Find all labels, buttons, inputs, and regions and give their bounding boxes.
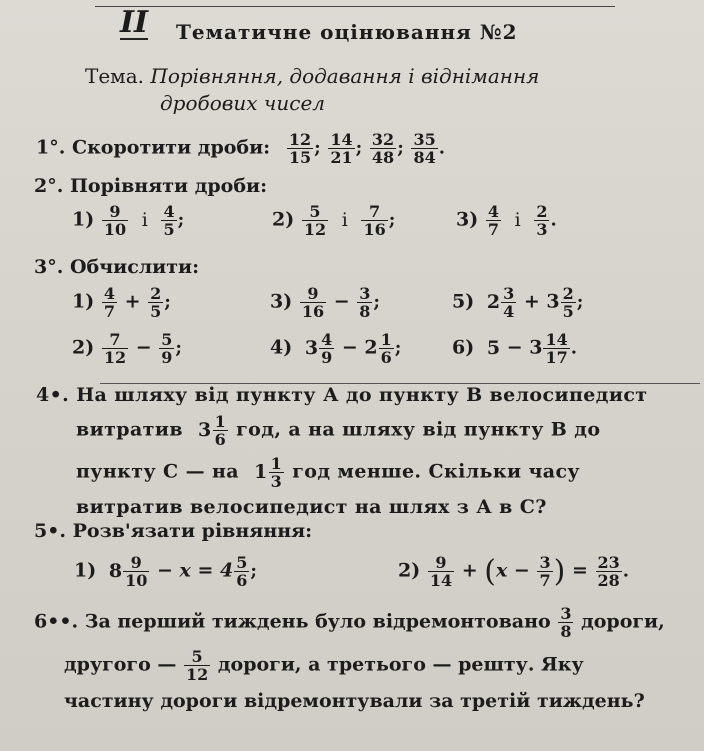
fraction: $\frac{32}{48}$ — [371, 130, 395, 167]
topic-text-2: дробових чисел — [160, 91, 326, 115]
task-5-item-2: 2) $\frac{9}{14}$ + (x − $\frac{3}{7}$ ) = $\frac{23}{28}$ . — [398, 553, 630, 590]
task-6-line-2: другого — $\frac{5}{12}$ дороги, а третього — решту. Яку — [64, 647, 584, 684]
task-5-item-1: 1) 8 $\frac{9}{10}$ − x = 4 $\frac{5}{6}$ ; — [74, 553, 257, 590]
task-2-item-1: 1) $\frac{9}{10}$ і $\frac{4}{5}$ ; — [72, 202, 185, 239]
page-title: Тематичне оцінювання №2 — [176, 20, 518, 44]
task-5-heading — [34, 520, 312, 542]
task-2-item-2: 2) $\frac{5}{12}$ і $\frac{7}{16}$ ; — [272, 202, 396, 239]
task-1-number: 1°. — [36, 136, 66, 159]
task-3-heading — [34, 256, 199, 278]
task-2-number: 2°. — [34, 175, 64, 197]
fraction: $\frac{14}{21}$ — [330, 130, 353, 167]
task-6-line-3: частину дороги відремонтували за третій тиждень? — [64, 690, 645, 712]
task-2-text: Порівняти дроби: — [69, 175, 268, 197]
task-5-text: Розв'язати рівняння: — [72, 520, 313, 542]
task-6-number: 6••. — [34, 610, 79, 633]
task-3-item-5: 5) 2 $\frac{3}{4}$ + 3 $\frac{2}{5}$ ; — [452, 284, 584, 321]
task-3-item-6: 6) 5 − 3 $\frac{14}{17}$ . — [452, 330, 578, 367]
task-3-item-1: 1) $\frac{4}{7}$ + $\frac{2}{5}$ ; — [72, 284, 171, 321]
fraction: $\frac{35}{84}$ — [413, 130, 436, 167]
task-4-line-3: пункту С — на 1 $\frac{1}{3}$ год менше. Скільки часу — [76, 454, 580, 491]
task-3-item-4: 4) 3 $\frac{4}{9}$ − 2 $\frac{1}{6}$ ; — [270, 330, 402, 367]
task-1: 1°. Скоротити дроби: $\frac{12}{15}$ ; $\frac{14}{21}$ ; $\frac{32}{48}$ ; $\frac{35}{84}$ . — [36, 130, 446, 167]
task-2-item-3: 3) $\frac{4}{7}$ і $\frac{2}{3}$ . — [456, 202, 557, 239]
topic-text-1: Порівняння, додавання і віднімання — [150, 64, 540, 88]
section-numeral: II — [120, 5, 149, 40]
task-3-text: Обчислити: — [69, 256, 200, 278]
task-6-line-1: 6••. За перший тиждень було відремонтовано $\frac{3}{8}$ дороги, — [34, 604, 665, 641]
task-1-text: Скоротити дроби: — [71, 136, 271, 159]
top-rule — [95, 6, 615, 7]
topic-line-1 — [85, 64, 539, 88]
task-4-line-1: 4•. На шляху від пункту А до пункту В велосипедист — [36, 384, 648, 406]
fraction: $\frac{12}{15}$ — [288, 130, 312, 167]
task-3-item-3: 3) $\frac{9}{16}$ − $\frac{3}{8}$ ; — [270, 284, 381, 321]
task-4-number: 4•. — [36, 384, 70, 406]
task-3-number: 3°. — [34, 256, 64, 278]
task-5-number: 5•. — [34, 520, 66, 542]
task-4-line-2: витратив 3 $\frac{1}{6}$ год, а на шляху від пункту В до — [76, 412, 601, 449]
task-4-line-4: витратив велосипедист на шлях з А в С? — [76, 496, 547, 518]
task-3-item-2: 2) $\frac{7}{12}$ − $\frac{5}{9}$ ; — [72, 330, 183, 367]
topic-label: Тема. — [85, 64, 145, 88]
task-2-heading — [34, 175, 267, 197]
